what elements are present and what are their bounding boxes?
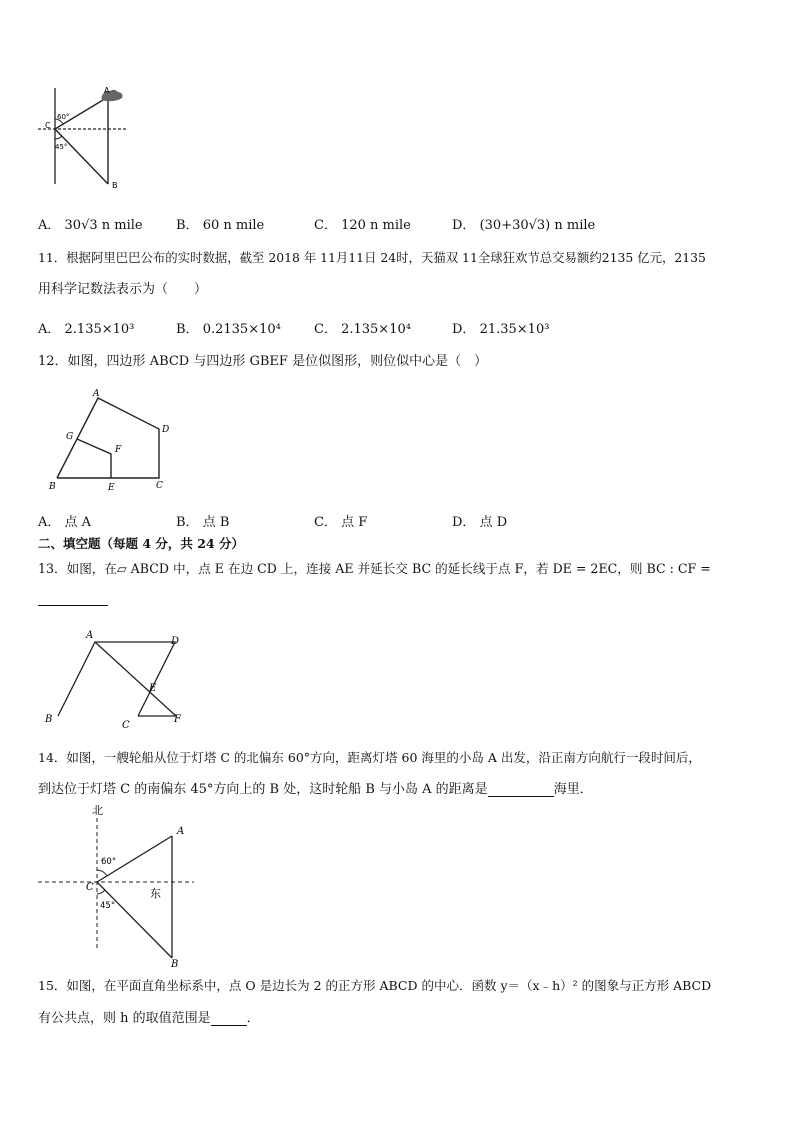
q10-figure — [30, 84, 130, 190]
q11-option-d[interactable]: D． 21.35×10³ — [452, 322, 550, 337]
angle-arc-bottom — [97, 890, 105, 894]
q13-answer-blank[interactable] — [38, 605, 108, 606]
q10-option-b[interactable]: B． 60 n mile — [176, 218, 265, 233]
q11-option-b[interactable]: B． 0.2135×10⁴ — [176, 322, 281, 337]
q12-option-d[interactable]: D． 点 D — [452, 515, 508, 530]
segment-AF — [95, 642, 176, 716]
q11-stem-line1: 11．根据阿里巴巴公布的实时数据，截至 2018 年 11月11日 24时，天猫双 11全球狂欢节总交易额约2135 亿元，2135 — [38, 250, 706, 265]
angle-arc-top — [97, 870, 107, 876]
label-B: B — [171, 959, 179, 970]
label-E: E — [108, 483, 115, 493]
q12-option-b[interactable]: B． 点 B — [176, 515, 230, 530]
label-C: C — [86, 882, 94, 893]
label-A: A — [177, 826, 185, 837]
q15-stem-line2: 有公共点，则 h 的取值范围是 ． — [38, 1011, 260, 1026]
q11-option-c[interactable]: C． 2.135×10⁴ — [314, 322, 411, 337]
label-B: B — [45, 714, 53, 725]
q13-stem: 13．如图，在▱ ABCD 中，点 E 在边 CD 上，连接 AE 并延长交 BC 的延长线于点 F，若 DE = 2EC，则 BC : CF = — [38, 561, 711, 576]
q15-stem-line1: 15．如图，在平面直角坐标系中，点 O 是边长为 2 的正方形 ABCD 的中心．函数 y＝（x﹣h）² 的图象与正方形 ABCD — [38, 978, 712, 993]
label-E: E — [149, 683, 157, 694]
label-A: A — [93, 389, 100, 399]
north-label: 北 — [92, 804, 103, 817]
label-C: C — [45, 121, 51, 130]
angle-label-top: 60° — [101, 857, 117, 867]
label-A: A — [86, 630, 94, 641]
q14-figure — [34, 800, 204, 970]
q10-option-c[interactable]: C． 120 n mile — [314, 218, 411, 233]
label-C: C — [122, 720, 130, 731]
q10-option-d[interactable]: D． (30+30√3) n mile — [452, 218, 596, 233]
q12-figure — [45, 385, 185, 495]
label-A: A — [104, 86, 110, 95]
q12-option-c[interactable]: C． 点 F — [314, 515, 368, 530]
q13-figure — [36, 625, 196, 735]
q12-stem: 12．如图，四边形 ABCD 与四边形 GBEF 是位似图形，则位似中心是（ ） — [38, 354, 488, 369]
angle-label-bottom: 45° — [55, 143, 68, 151]
section-title: 二、填空题（每题 4 分，共 24 分） — [38, 536, 245, 551]
parallelogram-ABCD — [58, 642, 175, 716]
segment-CB — [55, 129, 108, 184]
label-D: D — [162, 425, 170, 435]
q14-stem-line2: 到达位于灯塔 C 的南偏东 45°方向上的 B 处，这时轮船 B 与小岛 A 的距离是 海里． — [38, 782, 593, 797]
east-label: 东 — [150, 887, 161, 900]
label-B: B — [49, 482, 56, 492]
q10-option-a[interactable]: A． 30√3 n mile — [38, 218, 143, 233]
label-F: F — [115, 445, 122, 455]
label-F: F — [174, 714, 181, 725]
q14-answer-blank[interactable] — [488, 783, 554, 797]
q11-stem-line2: 用科学记数法表示为（ ） — [38, 282, 208, 297]
label-C: C — [156, 481, 163, 491]
angle-label-bottom: 45° — [100, 901, 116, 911]
label-G: G — [66, 432, 74, 442]
label-B: B — [112, 181, 118, 190]
label-D: D — [171, 636, 180, 647]
q15-answer-blank[interactable] — [211, 1012, 247, 1026]
q11-option-a[interactable]: A． 2.135×10³ — [38, 322, 135, 337]
q12-option-a[interactable]: A． 点 A — [38, 515, 92, 530]
angle-arc-bottom — [55, 136, 62, 139]
q14-stem-line1: 14．如图，一艘轮船从位于灯塔 C 的北偏东 60°方向，距离灯塔 60 海里的小岛 A 出发，沿正南方向航行一段时间后， — [38, 750, 701, 765]
quadrilateral-GBEF — [77, 439, 111, 478]
angle-label-top: 60° — [57, 113, 70, 121]
